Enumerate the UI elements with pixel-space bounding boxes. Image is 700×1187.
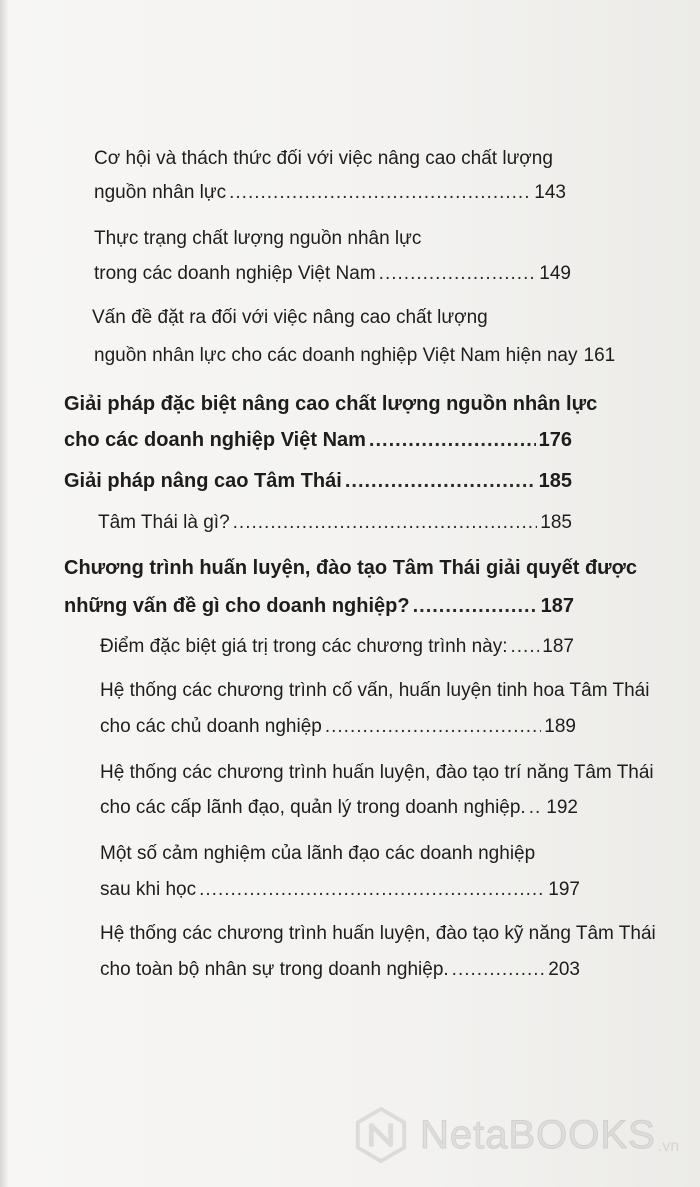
dot-leader <box>413 595 538 618</box>
page-edge-shadow <box>0 0 8 1187</box>
toc-chapter-text: Giải pháp nâng cao Tâm Thái <box>64 470 342 492</box>
toc-entry-text: Vấn đề đặt ra đối với việc nâng cao chất lượng <box>92 307 488 328</box>
toc-page-number: 185 <box>538 470 572 492</box>
toc-entry-line <box>64 595 574 618</box>
toc-entry-text: Thực trạng chất lượng nguồn nhân lực <box>94 228 422 249</box>
dot-leader <box>229 182 531 204</box>
toc-entry-text: cho các cấp lãnh đạo, quản lý trong doanh nghiệp. <box>100 797 526 818</box>
toc-entry-line <box>100 923 656 945</box>
toc-chapter-text: cho các doanh nghiệp Việt Nam <box>64 429 366 451</box>
toc-entry-line <box>100 762 654 784</box>
dot-leader <box>529 797 544 819</box>
toc-entry-line <box>64 393 597 416</box>
toc-page-number: 143 <box>534 182 566 203</box>
toc-entry-text: Hệ thống các chương trình huấn luyện, đào tạo trí năng Tâm Thái <box>100 762 654 783</box>
toc-entry-text: Cơ hội và thách thức đối với việc nâng cao chất lượng <box>94 148 553 169</box>
toc-page-number: 185 <box>540 512 572 533</box>
toc-entry-line <box>94 228 421 250</box>
toc-entry-line <box>92 307 488 329</box>
watermark-brand: NetaBOOKS <box>420 1112 656 1157</box>
toc-entry-text: Tâm Thái là gì? <box>98 512 230 533</box>
toc-page-number: 176 <box>538 429 572 451</box>
toc-page-number: 189 <box>544 716 576 737</box>
toc-entry-line <box>100 959 580 981</box>
toc-page-number: 149 <box>539 263 571 284</box>
toc-entry-line <box>64 429 572 452</box>
toc-page-number: 192 <box>546 797 578 818</box>
toc-entry-line <box>100 843 535 865</box>
watermark <box>352 1100 692 1170</box>
toc-entry-line <box>100 680 649 702</box>
toc-entry-text: cho toàn bộ nhân sự trong doanh nghiệp. <box>100 959 449 980</box>
toc-entry-line <box>94 263 571 285</box>
toc-entry-line <box>64 557 637 580</box>
toc-entry-line <box>100 716 576 738</box>
toc-chapter-text: Chương trình huấn luyện, đào tạo Tâm Thái giải quyết được <box>64 557 637 579</box>
dot-leader <box>452 959 546 981</box>
toc-page-number: 187 <box>540 595 574 617</box>
toc-entry-text: trong các doanh nghiệp Việt Nam <box>94 263 376 284</box>
toc-entry-text: nguồn nhân lực cho các doanh nghiệp Việt Nam hiện nay <box>94 345 578 366</box>
toc-chapter-text: Giải pháp đặc biệt nâng cao chất lượng nguồn nhân lực <box>64 393 598 415</box>
netabooks-logo-icon <box>352 1106 410 1164</box>
toc-entry-line <box>64 470 572 493</box>
dot-leader <box>379 263 537 285</box>
toc-entry-line <box>94 148 553 170</box>
toc-entry-text: sau khi học <box>100 879 197 900</box>
dot-leader <box>369 429 536 452</box>
toc-entry-text: Điểm đặc biệt giá trị trong các chương trình này: <box>100 636 508 657</box>
toc-entry-line <box>94 182 566 204</box>
toc-entry-line <box>100 797 578 819</box>
toc-entry-text: Một số cảm nghiệm của lãnh đạo các doanh nghiệp <box>100 843 536 864</box>
dot-leader <box>345 470 536 493</box>
toc-page-number: 161 <box>583 345 616 366</box>
toc-page-number: 197 <box>548 879 580 900</box>
watermark-suffix: .vn <box>657 1138 680 1155</box>
toc-entry-text: Hệ thống các chương trình cố vấn, huấn luyện tinh hoa Tâm Thái <box>100 680 650 701</box>
toc-chapter-text: những vấn đề gì cho doanh nghiệp? <box>64 595 410 617</box>
toc-entry-text: cho các chủ doanh nghiệp <box>100 716 322 737</box>
toc-page-number: 187 <box>542 636 574 657</box>
toc-page-number: 203 <box>548 959 580 980</box>
dot-leader <box>325 716 541 738</box>
toc-entry-line <box>100 636 574 658</box>
toc-entry-line <box>98 512 572 534</box>
dot-leader <box>233 512 538 534</box>
toc-entry-text: Hệ thống các chương trình huấn luyện, đào tạo kỹ năng Tâm Thái <box>100 923 656 944</box>
dot-leader <box>199 879 545 901</box>
dot-leader <box>510 636 539 658</box>
toc-entry-text: nguồn nhân lực <box>94 182 227 203</box>
toc-entry-line <box>94 345 616 367</box>
toc-entry-line <box>100 879 580 901</box>
